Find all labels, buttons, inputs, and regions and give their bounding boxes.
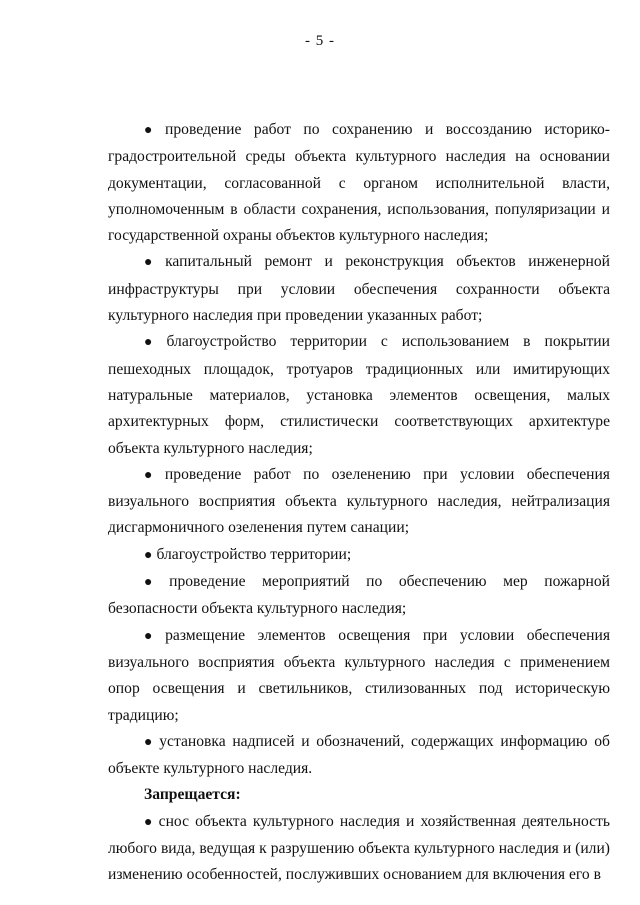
list-item-text: проведение работ по озеленению при условии обеспечения визуального восприятия объекта культурного наследия, нейтрализация дисгармоничного озеленения путем санации;	[108, 465, 610, 537]
list-item	[108, 623, 610, 729]
bullet-icon: ●	[144, 335, 163, 351]
list-item-text: проведение работ по сохранению и воссозданию историко-градостроительной среды объекта культурного наследия на основании документации, согласованной с органом исполнительной власти, уполномоченным в области сохранения, использования, популяризации и государственной охраны объектов культурного наследия;	[108, 121, 610, 245]
list-item-text: капитальный ремонт и реконструкция объектов инженерной инфраструктуры при условии обеспечения сохранности объекта культурного наследия при проведении указанных работ;	[108, 253, 610, 325]
list-item	[108, 329, 610, 461]
bullet-icon: ●	[144, 814, 155, 830]
list-item	[108, 729, 610, 783]
list-item-text: благоустройство территории с использованием в покрытии пешеходных площадок, тротуаров традиционных или имитирующих натуральные материалов, установка элементов освещения, малых архитектурных форм, стилистически соответствующих архитектуре объекта культурного наследия;	[108, 333, 610, 457]
list-item-text: установка надписей и обозначений, содержащих информацию об объекте культурного наследия.	[108, 732, 610, 778]
section-heading-prohibited: Запрещается:	[144, 786, 241, 804]
bullet-icon: ●	[144, 734, 156, 750]
bullet-icon: ●	[144, 123, 162, 138]
list-item	[108, 249, 610, 329]
list-item-text: проведение мероприятий по обеспечению мер пожарной безопасности объекта культурного наследия;	[108, 573, 610, 618]
list-item-text: размещение элементов освещения при условии обеспечения визуального восприятия объекта культурного наследия с применением опор освещения и светильников, стилизованных под историческую традицию;	[108, 626, 610, 724]
bullet-icon: ●	[144, 628, 162, 644]
list-item	[108, 542, 610, 569]
bullet-icon: ●	[144, 467, 161, 483]
list-item-text: благоустройство территории;	[156, 545, 352, 563]
list-item-text: снос объекта культурного наследия и хозяйственная деятельность любого вида, ведущая к разрушению объекта культурного наследия и (или) изменению особенностей, послуживших основанием для включения его в	[108, 812, 610, 884]
list-item	[108, 462, 610, 542]
list-item	[108, 117, 610, 249]
bullet-icon: ●	[144, 547, 153, 563]
list-item	[108, 809, 610, 889]
bullet-icon: ●	[144, 575, 166, 591]
page-number: - 5 -	[305, 33, 335, 49]
bullet-icon: ●	[144, 255, 162, 271]
list-item	[108, 569, 610, 623]
document-body	[108, 117, 610, 889]
